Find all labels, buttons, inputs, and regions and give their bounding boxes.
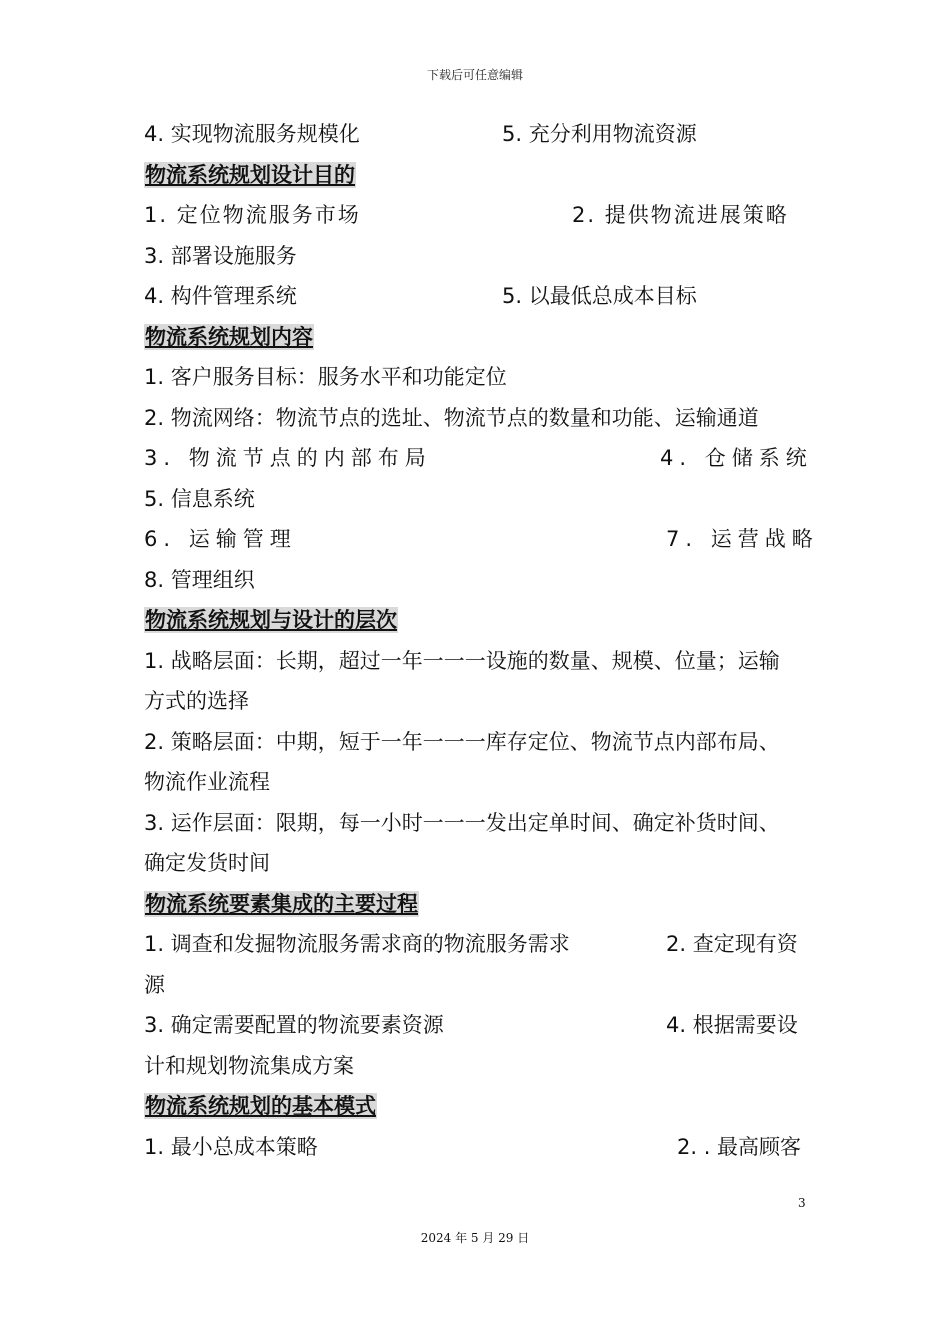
- page-footer-date: 2024 年 5 月 29 日: [420, 1231, 530, 1245]
- list-item: 1. 最小总成本策略: [144, 1134, 318, 1159]
- list-item: 3. 物流节点的内部布局: [144, 446, 432, 470]
- section-heading-line: [144, 600, 824, 641]
- list-item: 8. 管理组织: [144, 567, 255, 592]
- section-heading-line: [144, 155, 824, 196]
- text-line: [144, 843, 824, 884]
- section-heading-line: [144, 1086, 824, 1127]
- list-item: 1. 战略层面：长期，超过一年一一一设施的数量、规模、位量；运输: [144, 648, 780, 673]
- page-number: 3: [798, 1196, 806, 1210]
- list-item-continued: 方式的选择: [144, 689, 249, 713]
- list-item: 4. 仓储系统: [660, 446, 813, 470]
- list-item: 7. 运营战略: [666, 527, 819, 551]
- text-line: [144, 357, 824, 398]
- text-line: [144, 114, 824, 155]
- list-item: 1. 定位物流服务市场: [144, 203, 361, 227]
- text-line: [144, 965, 824, 1006]
- text-line: [144, 803, 824, 844]
- list-item-continued: 计和规划物流集成方案: [144, 1053, 354, 1078]
- list-item: 2. 查定现有资: [666, 932, 798, 956]
- text-line: [144, 722, 824, 763]
- list-item: 5. 以最低总成本目标: [502, 284, 697, 308]
- list-item-continued: 源: [144, 972, 165, 997]
- list-item: 4. 根据需要设: [666, 1013, 798, 1037]
- list-item: 5. 信息系统: [144, 486, 255, 511]
- list-item: 1. 客户服务目标：服务水平和功能定位: [144, 365, 507, 389]
- list-item: 4. 实现物流服务规模化: [144, 122, 360, 146]
- page-header: 下载后可任意编辑: [426, 68, 523, 82]
- text-line: [144, 1127, 824, 1168]
- section-heading: 物流系统规划的基本模式: [145, 1094, 376, 1118]
- list-item: 3. 运作层面：限期，每一小时一一一发出定单时间、确定补货时间、: [144, 810, 780, 835]
- list-item: 2. 物流网络：物流节点的选址、物流节点的数量和功能、运输通道: [144, 405, 759, 430]
- text-line: [144, 398, 824, 439]
- section-heading: 物流系统规划与设计的层次: [145, 608, 397, 632]
- document-body: [144, 114, 824, 1167]
- list-item-continued: 确定发货时间: [144, 851, 270, 875]
- list-item: 2. 策略层面：中期，短于一年一一一库存定位、物流节点内部布局、: [144, 729, 780, 754]
- list-item: 1. 调查和发掘物流服务需求商的物流服务需求: [144, 932, 570, 956]
- list-item: 3. 确定需要配置的物流要素资源: [144, 1013, 444, 1037]
- text-line: [144, 195, 824, 236]
- text-line: [144, 519, 824, 560]
- text-line: [144, 681, 824, 722]
- text-line: [144, 479, 824, 520]
- list-item: 5. 充分利用物流资源: [502, 122, 697, 146]
- list-item-continued: 物流作业流程: [144, 770, 270, 794]
- section-heading-line: [144, 884, 824, 925]
- text-line: [144, 762, 824, 803]
- list-item: 2. . 最高顾客: [677, 1134, 802, 1159]
- list-item: 2. 提供物流进展策略: [572, 203, 789, 227]
- text-line: [144, 924, 824, 965]
- list-item: 4. 构件管理系统: [144, 284, 297, 308]
- section-heading-line: [144, 317, 824, 358]
- text-line: [144, 1046, 824, 1087]
- list-item: 3. 部署设施服务: [144, 243, 297, 268]
- section-heading: 物流系统规划内容: [145, 324, 313, 349]
- text-line: [144, 560, 824, 601]
- section-heading: 物流系统要素集成的主要过程: [145, 891, 418, 916]
- text-line: [144, 276, 824, 317]
- text-line: [144, 236, 824, 277]
- text-line: [144, 1005, 824, 1046]
- list-item: 6. 运输管理: [144, 527, 297, 551]
- text-line: [144, 641, 824, 682]
- text-line: [144, 438, 824, 479]
- section-heading: 物流系统规划设计目的: [145, 162, 355, 187]
